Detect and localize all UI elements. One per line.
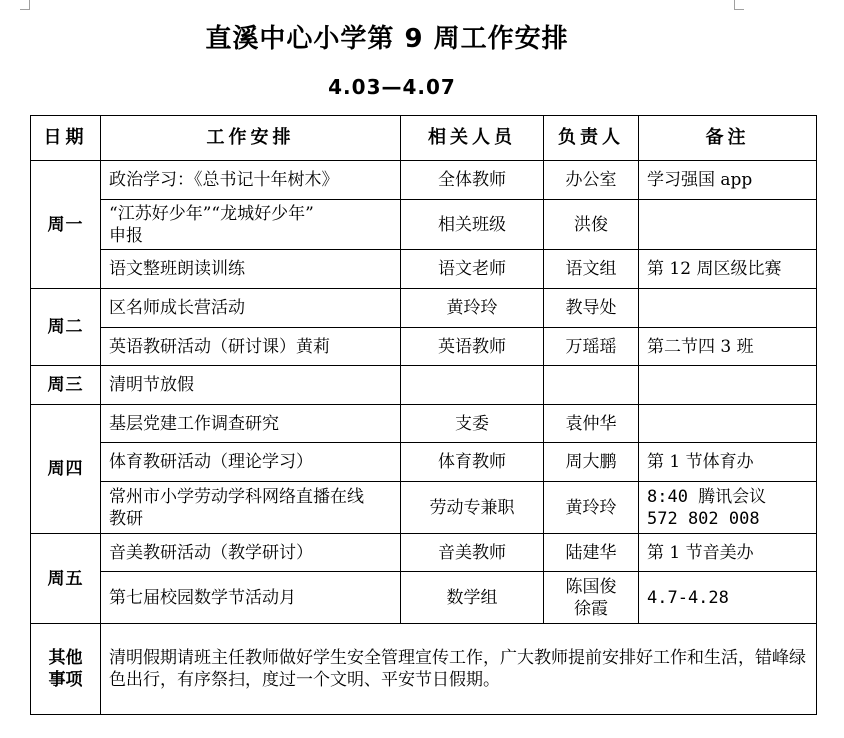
day-tuesday: 周二	[31, 289, 101, 366]
task-cell: 第七届校园数学节活动月	[101, 572, 401, 624]
task-cell: 清明节放假	[101, 366, 401, 405]
day-wednesday: 周三	[31, 366, 101, 405]
header-owner: 负责人	[544, 116, 639, 161]
day-friday: 周五	[31, 534, 101, 624]
other-label-line: 其他	[48, 648, 83, 668]
people-cell: 全体教师	[401, 161, 544, 200]
note-cell	[639, 289, 817, 328]
owner-cell: 办公室	[544, 161, 639, 200]
people-cell: 劳动专兼职	[401, 482, 544, 534]
task-cell: 语文整班朗读训练	[101, 250, 401, 289]
people-cell: 语文老师	[401, 250, 544, 289]
task-cell: 英语教研活动（研讨课）黄莉	[101, 328, 401, 366]
owner-cell: 周大鹏	[544, 443, 639, 482]
page-corner-mark-right	[734, 0, 744, 10]
note-cell	[639, 366, 817, 405]
table-row	[31, 366, 817, 405]
table-row	[31, 572, 817, 624]
owner-cell: 教导处	[544, 289, 639, 328]
task-cell: 基层党建工作调查研究	[101, 405, 401, 443]
document-title: 直溪中心小学第 9 周工作安排	[205, 24, 569, 54]
note-cell: 第 12 周区级比赛	[639, 250, 817, 289]
header-people: 相关人员	[401, 116, 544, 161]
owner-cell: 洪俊	[544, 200, 639, 250]
people-cell	[401, 366, 544, 405]
people-cell: 英语教师	[401, 328, 544, 366]
header-note: 备注	[639, 116, 817, 161]
owner-line: 徐霞	[574, 598, 608, 619]
header-date: 日期	[31, 116, 101, 161]
table-row	[31, 534, 817, 572]
schedule-table	[30, 115, 817, 715]
task-cell	[101, 482, 401, 534]
owner-cell: 袁仲华	[544, 405, 639, 443]
owner-cell	[544, 366, 639, 405]
other-matters-text: 清明假期请班主任教师做好学生安全管理宣传工作，广大教师提前安排好工作和生活，错峰绿色出行，有序祭扫，度过一个文明、平安节日假期。	[101, 624, 817, 715]
table-row	[31, 161, 817, 200]
page-corner-mark-left	[20, 0, 30, 10]
note-cell: 4.7-4.28	[639, 572, 817, 624]
task-line: 教研	[109, 508, 143, 529]
task-cell: 体育教研活动（理论学习）	[101, 443, 401, 482]
table-row	[31, 200, 817, 250]
note-cell: 第 1 节音美办	[639, 534, 817, 572]
table-header-row	[31, 116, 817, 161]
task-line: 常州市小学劳动学科网络直播在线	[109, 486, 364, 507]
date-range: 4.03—4.07	[328, 75, 456, 99]
task-cell	[101, 200, 401, 250]
task-line: “江苏好少年”“龙城好少年”	[109, 203, 314, 224]
note-line: 572 802 008	[647, 508, 760, 529]
other-label-line: 事项	[48, 670, 83, 690]
table-row	[31, 405, 817, 443]
owner-line: 陈国俊	[565, 576, 617, 597]
table-row	[31, 328, 817, 366]
table-row	[31, 289, 817, 328]
people-cell: 黄玲玲	[401, 289, 544, 328]
owner-cell: 万瑶瑶	[544, 328, 639, 366]
owner-cell: 语文组	[544, 250, 639, 289]
table-row	[31, 250, 817, 289]
people-cell: 数学组	[401, 572, 544, 624]
task-line: 申报	[109, 225, 143, 246]
note-cell	[639, 200, 817, 250]
people-cell: 支委	[401, 405, 544, 443]
owner-cell: 黄玲玲	[544, 482, 639, 534]
note-line: 8:40 腾讯会议	[647, 486, 767, 507]
owner-cell: 陆建华	[544, 534, 639, 572]
table-row-other	[31, 624, 817, 715]
table-row	[31, 443, 817, 482]
header-task: 工作安排	[101, 116, 401, 161]
table-row	[31, 482, 817, 534]
task-cell: 音美教研活动（教学研讨）	[101, 534, 401, 572]
note-cell: 第二节四 3 班	[639, 328, 817, 366]
task-cell: 区名师成长营活动	[101, 289, 401, 328]
people-cell: 音美教师	[401, 534, 544, 572]
people-cell: 体育教师	[401, 443, 544, 482]
note-cell: 学习强国 app	[639, 161, 817, 200]
day-monday: 周一	[31, 161, 101, 289]
other-matters-label	[31, 624, 101, 715]
owner-cell	[544, 572, 639, 624]
note-cell: 第 1 节体育办	[639, 443, 817, 482]
people-cell: 相关班级	[401, 200, 544, 250]
day-thursday: 周四	[31, 405, 101, 534]
note-cell	[639, 482, 817, 534]
task-cell: 政治学习：《总书记十年树木》	[101, 161, 401, 200]
note-cell	[639, 405, 817, 443]
